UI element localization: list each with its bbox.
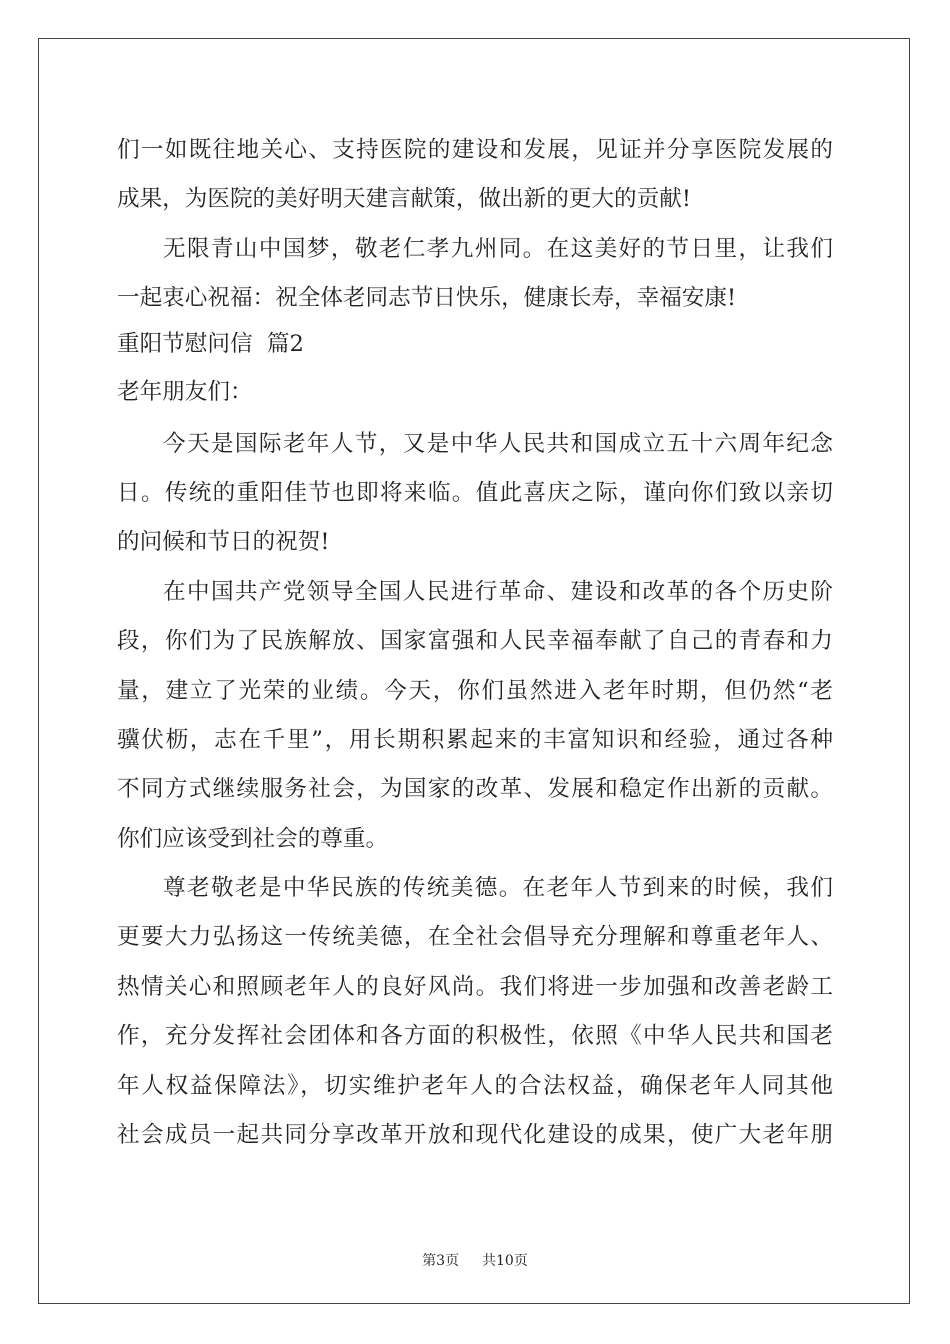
page-footer: [0, 1250, 950, 1270]
text-line: 量，建立了光荣的业绩。今天，你们虽然进入老年时期，但仍然“老: [117, 677, 833, 704]
page-total: 共10页: [482, 1253, 528, 1269]
text-line: 的问候和节日的祝贺!: [117, 529, 330, 556]
text-line: 不同方式继续服务社会，为国家的改革、发展和稳定作出新的贡献。: [117, 776, 833, 803]
document-body: [117, 126, 833, 1160]
text-line: 在中国共产党领导全国人民进行革命、建设和改革的各个历史阶: [163, 578, 833, 605]
page-number: 第3页: [422, 1253, 460, 1269]
section-title: 重阳节慰问信 篇2: [117, 330, 304, 357]
text-line: 更要大力弘扬这一传统美德，在全社会倡导充分理解和尊重老年人、: [117, 924, 833, 951]
text-line: 作，充分发挥社会团体和各方面的积极性，依照《中华人民共和国老: [117, 1023, 833, 1050]
text-line: 段，你们为了民族解放、国家富强和人民幸福奉献了自己的青春和力: [117, 628, 833, 655]
text-line: 无限青山中国梦，敬老仁孝九州同。在这美好的节日里，让我们: [163, 235, 833, 262]
text-line: 一起衷心祝福：祝全体老同志节日快乐，健康长寿，幸福安康!: [117, 285, 737, 312]
text-line: 们一如既往地关心、支持医院的建设和发展，见证并分享医院发展的: [117, 137, 833, 163]
text-line: 热情关心和照顾老年人的良好风尚。我们将进一步加强和改善老龄工: [117, 973, 833, 1000]
text-line: 年人权益保障法》，切实维护老年人的合法权益，确保老年人同其他: [117, 1072, 833, 1099]
text-line: 你们应该受到社会的尊重。: [117, 825, 389, 852]
text-line: 尊老敬老是中华民族的传统美德。在老年人节到来的时候，我们: [163, 875, 833, 902]
text-line: 社会成员一起共同分享改革开放和现代化建设的成果，使广大老年朋: [117, 1122, 833, 1149]
text-line: 今天是国际老年人节，又是中华人民共和国成立五十六周年纪念: [163, 430, 833, 457]
text-line: 骥伏枥，志在千里”，用长期积累起来的丰富知识和经验，通过各种: [117, 726, 833, 753]
salutation: 老年朋友们：: [117, 378, 253, 405]
text-line: 成果，为医院的美好明天建言献策，做出新的更大的贡献!: [117, 186, 691, 213]
text-line: 日。传统的重阳佳节也即将来临。值此喜庆之际，谨向你们致以亲切: [117, 479, 833, 506]
